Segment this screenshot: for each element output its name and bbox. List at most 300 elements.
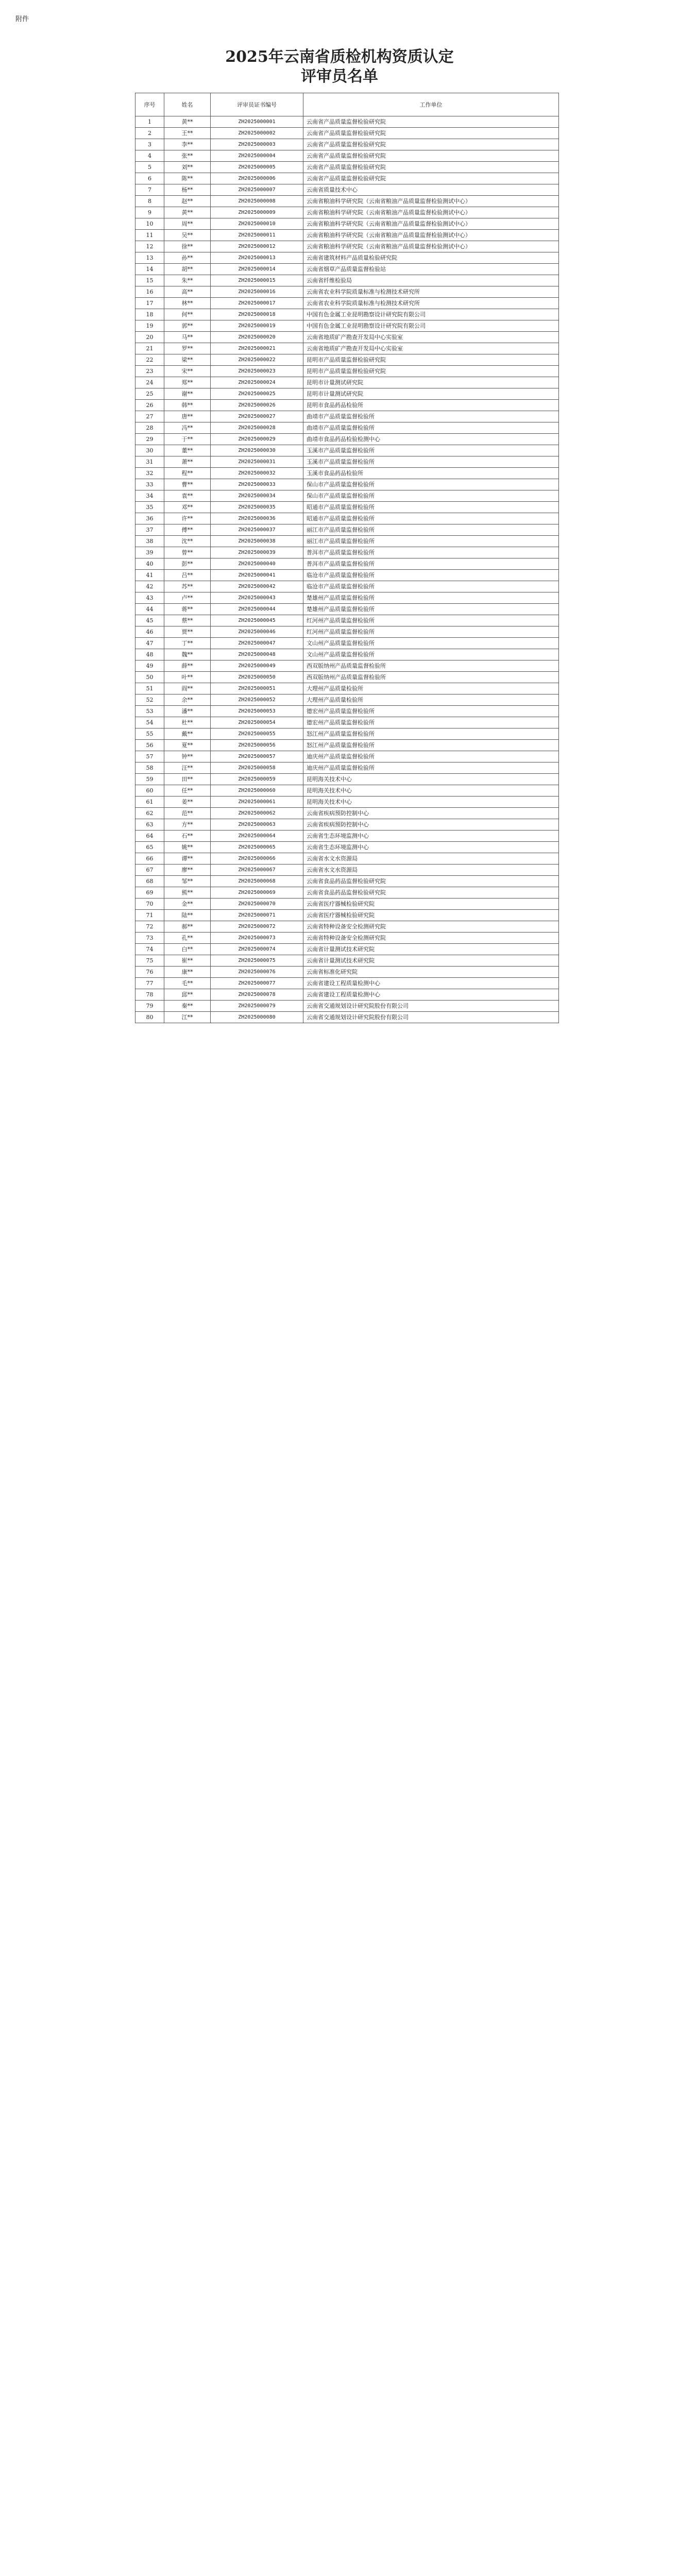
row-work-unit: 临沧市产品质量监督检验所 <box>303 581 559 592</box>
table-row <box>135 286 559 298</box>
row-name: 范** <box>164 808 211 819</box>
row-name: 钟** <box>164 751 211 762</box>
row-name: 李** <box>164 139 211 150</box>
row-name: 叶** <box>164 672 211 683</box>
row-index: 27 <box>135 411 164 422</box>
row-work-unit: 云南省产品质量监督检验研究院 <box>303 116 559 128</box>
row-index: 70 <box>135 899 164 910</box>
document-title <box>0 47 679 87</box>
row-name: 戴** <box>164 728 211 740</box>
row-name: 丁** <box>164 638 211 649</box>
row-name: 邹** <box>164 876 211 887</box>
table-row <box>135 1012 559 1023</box>
row-work-unit: 昆明海关技术中心 <box>303 774 559 785</box>
row-name: 曾** <box>164 547 211 558</box>
row-name: 宋** <box>164 366 211 377</box>
table-row <box>135 706 559 717</box>
table-row <box>135 162 559 173</box>
table-row <box>135 139 559 150</box>
row-cert-number: ZH2025000007 <box>211 184 303 196</box>
row-name: 唐** <box>164 411 211 422</box>
row-name: 徐** <box>164 241 211 252</box>
table-row <box>135 411 559 422</box>
row-index: 34 <box>135 490 164 502</box>
row-work-unit: 云南省产品质量监督检验研究院 <box>303 150 559 162</box>
table-row <box>135 264 559 275</box>
table-row <box>135 762 559 774</box>
row-work-unit: 云南省交通规划设计研究院股份有限公司 <box>303 1012 559 1023</box>
row-work-unit: 云南省水文水资源局 <box>303 865 559 876</box>
table-row <box>135 638 559 649</box>
table-row <box>135 456 559 468</box>
row-work-unit: 怒江州产品质量监督检验所 <box>303 728 559 740</box>
row-name: 吕** <box>164 570 211 581</box>
row-work-unit: 云南省建筑材料产品质量检验研究院 <box>303 252 559 264</box>
row-name: 任** <box>164 785 211 796</box>
row-cert-number: ZH2025000070 <box>211 899 303 910</box>
row-cert-number: ZH2025000024 <box>211 377 303 388</box>
row-index: 61 <box>135 796 164 808</box>
row-work-unit: 云南省计量测试技术研究院 <box>303 944 559 955</box>
row-cert-number: ZH2025000040 <box>211 558 303 570</box>
table-row <box>135 751 559 762</box>
table-row <box>135 660 559 672</box>
row-cert-number: ZH2025000068 <box>211 876 303 887</box>
table-row <box>135 796 559 808</box>
header-cert-number: 评审员证书编号 <box>211 93 303 116</box>
row-name: 朱** <box>164 275 211 286</box>
row-work-unit: 楚雄州产品质量监督检验所 <box>303 604 559 615</box>
row-index: 12 <box>135 241 164 252</box>
row-index: 62 <box>135 808 164 819</box>
row-work-unit: 昆明海关技术中心 <box>303 796 559 808</box>
row-work-unit: 云南省质量技术中心 <box>303 184 559 196</box>
row-name: 赵** <box>164 196 211 207</box>
row-name: 郑** <box>164 377 211 388</box>
row-index: 58 <box>135 762 164 774</box>
row-index: 42 <box>135 581 164 592</box>
row-cert-number: ZH2025000061 <box>211 796 303 808</box>
row-name: 潘** <box>164 706 211 717</box>
row-cert-number: ZH2025000042 <box>211 581 303 592</box>
row-cert-number: ZH2025000012 <box>211 241 303 252</box>
row-name: 苏** <box>164 581 211 592</box>
table-row <box>135 899 559 910</box>
row-name: 江** <box>164 1012 211 1023</box>
row-name: 金** <box>164 899 211 910</box>
table-row <box>135 774 559 785</box>
row-name: 吴** <box>164 230 211 241</box>
row-work-unit: 云南省食品药品监督检验研究院 <box>303 876 559 887</box>
table-row <box>135 570 559 581</box>
row-name: 薛** <box>164 660 211 672</box>
row-index: 37 <box>135 524 164 536</box>
row-name: 陆** <box>164 910 211 921</box>
row-name: 程** <box>164 468 211 479</box>
row-work-unit: 云南省农业科学院质量标准与检测技术研究所 <box>303 286 559 298</box>
row-name: 韩** <box>164 400 211 411</box>
table-row <box>135 876 559 887</box>
row-name: 姜** <box>164 796 211 808</box>
table-row <box>135 468 559 479</box>
row-work-unit: 丽江市产品质量监督检验所 <box>303 524 559 536</box>
row-work-unit: 曲靖市食品药品检验检测中心 <box>303 434 559 445</box>
row-work-unit: 保山市产品质量监督检验所 <box>303 479 559 490</box>
header-name: 姓名 <box>164 93 211 116</box>
row-cert-number: ZH2025000046 <box>211 626 303 638</box>
row-work-unit: 昭通市产品质量监督检验所 <box>303 502 559 513</box>
row-index: 30 <box>135 445 164 456</box>
row-cert-number: ZH2025000028 <box>211 422 303 434</box>
table-row <box>135 808 559 819</box>
table-row <box>135 332 559 343</box>
table-row <box>135 218 559 230</box>
row-cert-number: ZH2025000043 <box>211 592 303 604</box>
row-name: 陈** <box>164 173 211 184</box>
table-row <box>135 558 559 570</box>
row-name: 张** <box>164 150 211 162</box>
table-row <box>135 479 559 490</box>
table-row <box>135 116 559 128</box>
table-row <box>135 989 559 1001</box>
row-cert-number: ZH2025000065 <box>211 842 303 853</box>
table-row <box>135 910 559 921</box>
row-cert-number: ZH2025000031 <box>211 456 303 468</box>
row-index: 44 <box>135 604 164 615</box>
row-name: 黄** <box>164 207 211 218</box>
table-row <box>135 933 559 944</box>
table-row <box>135 694 559 706</box>
row-work-unit: 保山市产品质量监督检验所 <box>303 490 559 502</box>
row-cert-number: ZH2025000052 <box>211 694 303 706</box>
row-cert-number: ZH2025000006 <box>211 173 303 184</box>
row-name: 黄** <box>164 116 211 128</box>
row-work-unit: 昭通市产品质量监督检验所 <box>303 513 559 524</box>
table-row <box>135 649 559 660</box>
row-index: 2 <box>135 128 164 139</box>
row-index: 39 <box>135 547 164 558</box>
table-row <box>135 150 559 162</box>
row-name: 王** <box>164 128 211 139</box>
row-name: 梁** <box>164 354 211 366</box>
row-work-unit: 西双版纳州产品质量监督检验所 <box>303 672 559 683</box>
row-cert-number: ZH2025000018 <box>211 309 303 320</box>
table-row <box>135 354 559 366</box>
row-cert-number: ZH2025000002 <box>211 128 303 139</box>
table-row <box>135 434 559 445</box>
attachment-label: 附件 <box>15 15 29 23</box>
roster-body <box>135 116 559 1023</box>
table-row <box>135 683 559 694</box>
row-work-unit: 云南省交通规划设计研究院股份有限公司 <box>303 1001 559 1012</box>
row-index: 31 <box>135 456 164 468</box>
row-cert-number: ZH2025000077 <box>211 978 303 989</box>
row-work-unit: 西双版纳州产品质量监督检验所 <box>303 660 559 672</box>
row-index: 9 <box>135 207 164 218</box>
row-cert-number: ZH2025000038 <box>211 536 303 547</box>
row-name: 胡** <box>164 264 211 275</box>
row-work-unit: 昆明海关技术中心 <box>303 785 559 796</box>
row-index: 26 <box>135 400 164 411</box>
table-row <box>135 230 559 241</box>
table-row <box>135 728 559 740</box>
row-work-unit: 昆明市食品药品检验所 <box>303 400 559 411</box>
header-index: 序号 <box>135 93 164 116</box>
row-name: 郝** <box>164 921 211 933</box>
table-row <box>135 445 559 456</box>
row-index: 78 <box>135 989 164 1001</box>
row-cert-number: ZH2025000051 <box>211 683 303 694</box>
row-cert-number: ZH2025000062 <box>211 808 303 819</box>
row-index: 16 <box>135 286 164 298</box>
row-name: 杨** <box>164 184 211 196</box>
row-index: 65 <box>135 842 164 853</box>
row-index: 43 <box>135 592 164 604</box>
table-row <box>135 241 559 252</box>
row-cert-number: ZH2025000054 <box>211 717 303 728</box>
row-name: 谭** <box>164 853 211 865</box>
row-index: 1 <box>135 116 164 128</box>
row-index: 45 <box>135 615 164 626</box>
row-work-unit: 曲靖市产品质量监督检验所 <box>303 422 559 434</box>
table-row <box>135 196 559 207</box>
row-cert-number: ZH2025000022 <box>211 354 303 366</box>
row-work-unit: 云南省农业科学院质量标准与检测技术研究所 <box>303 298 559 309</box>
row-cert-number: ZH2025000041 <box>211 570 303 581</box>
table-row <box>135 672 559 683</box>
row-name: 康** <box>164 967 211 978</box>
row-cert-number: ZH2025000023 <box>211 366 303 377</box>
row-work-unit: 昆明市产品质量监督检验研究院 <box>303 354 559 366</box>
row-index: 56 <box>135 740 164 751</box>
row-name: 蒋** <box>164 604 211 615</box>
title-line-2: 评审员名单 <box>301 67 378 86</box>
table-row <box>135 626 559 638</box>
row-name: 卢** <box>164 592 211 604</box>
row-name: 汪** <box>164 762 211 774</box>
row-cert-number: ZH2025000015 <box>211 275 303 286</box>
table-row <box>135 831 559 842</box>
row-name: 董** <box>164 445 211 456</box>
row-work-unit: 玉溪市产品质量监督检验所 <box>303 456 559 468</box>
table-row <box>135 581 559 592</box>
row-cert-number: ZH2025000071 <box>211 910 303 921</box>
row-work-unit: 丽江市产品质量监督检验所 <box>303 536 559 547</box>
row-cert-number: ZH2025000020 <box>211 332 303 343</box>
row-cert-number: ZH2025000057 <box>211 751 303 762</box>
row-index: 25 <box>135 388 164 400</box>
row-cert-number: ZH2025000030 <box>211 445 303 456</box>
row-index: 54 <box>135 717 164 728</box>
row-work-unit: 德宏州产品质量监督检验所 <box>303 706 559 717</box>
row-index: 36 <box>135 513 164 524</box>
row-index: 51 <box>135 683 164 694</box>
row-name: 何** <box>164 309 211 320</box>
row-index: 77 <box>135 978 164 989</box>
row-index: 13 <box>135 252 164 264</box>
row-index: 18 <box>135 309 164 320</box>
table-row <box>135 366 559 377</box>
row-name: 魏** <box>164 649 211 660</box>
row-cert-number: ZH2025000056 <box>211 740 303 751</box>
row-work-unit: 昆明市计量测试研究院 <box>303 377 559 388</box>
row-cert-number: ZH2025000060 <box>211 785 303 796</box>
row-cert-number: ZH2025000021 <box>211 343 303 354</box>
row-index: 40 <box>135 558 164 570</box>
row-cert-number: ZH2025000001 <box>211 116 303 128</box>
table-row <box>135 298 559 309</box>
row-cert-number: ZH2025000074 <box>211 944 303 955</box>
row-name: 周** <box>164 218 211 230</box>
row-work-unit: 云南省纤维检验局 <box>303 275 559 286</box>
row-name: 萧** <box>164 456 211 468</box>
row-work-unit: 文山州产品质量监督检验所 <box>303 638 559 649</box>
table-row <box>135 853 559 865</box>
table-row <box>135 422 559 434</box>
table-row <box>135 388 559 400</box>
row-name: 孙** <box>164 252 211 264</box>
row-work-unit: 云南省医疗器械检验研究院 <box>303 899 559 910</box>
row-work-unit: 云南省疾病预防控制中心 <box>303 808 559 819</box>
row-index: 3 <box>135 139 164 150</box>
row-cert-number: ZH2025000034 <box>211 490 303 502</box>
row-cert-number: ZH2025000066 <box>211 853 303 865</box>
row-index: 59 <box>135 774 164 785</box>
row-name: 彭** <box>164 558 211 570</box>
row-work-unit: 怒江州产品质量监督检验所 <box>303 740 559 751</box>
row-index: 75 <box>135 955 164 967</box>
row-cert-number: ZH2025000047 <box>211 638 303 649</box>
row-cert-number: ZH2025000050 <box>211 672 303 683</box>
table-row <box>135 887 559 899</box>
row-name: 蔡** <box>164 615 211 626</box>
row-index: 57 <box>135 751 164 762</box>
row-cert-number: ZH2025000013 <box>211 252 303 264</box>
row-cert-number: ZH2025000044 <box>211 604 303 615</box>
row-work-unit: 玉溪市食品药品检验所 <box>303 468 559 479</box>
row-index: 22 <box>135 354 164 366</box>
row-name: 熊** <box>164 887 211 899</box>
row-cert-number: ZH2025000004 <box>211 150 303 162</box>
row-work-unit: 曲靖市产品质量监督检验所 <box>303 411 559 422</box>
row-index: 69 <box>135 887 164 899</box>
row-cert-number: ZH2025000053 <box>211 706 303 717</box>
row-work-unit: 云南省烟草产品质量监督检验站 <box>303 264 559 275</box>
table-row <box>135 252 559 264</box>
row-index: 5 <box>135 162 164 173</box>
row-index: 7 <box>135 184 164 196</box>
row-cert-number: ZH2025000039 <box>211 547 303 558</box>
table-row <box>135 309 559 320</box>
row-name: 邓** <box>164 502 211 513</box>
row-index: 8 <box>135 196 164 207</box>
row-index: 29 <box>135 434 164 445</box>
row-index: 63 <box>135 819 164 831</box>
row-work-unit: 临沧市产品质量监督检验所 <box>303 570 559 581</box>
row-cert-number: ZH2025000072 <box>211 921 303 933</box>
row-index: 80 <box>135 1012 164 1023</box>
row-work-unit: 云南省水文水资源局 <box>303 853 559 865</box>
row-index: 60 <box>135 785 164 796</box>
table-row <box>135 400 559 411</box>
row-work-unit: 大理州产品质量检验所 <box>303 694 559 706</box>
row-cert-number: ZH2025000011 <box>211 230 303 241</box>
table-row <box>135 320 559 332</box>
row-name: 田** <box>164 774 211 785</box>
table-row <box>135 275 559 286</box>
row-index: 49 <box>135 660 164 672</box>
row-work-unit: 云南省标准化研究院 <box>303 967 559 978</box>
row-index: 64 <box>135 831 164 842</box>
table-row <box>135 377 559 388</box>
row-work-unit: 楚雄州产品质量监督检验所 <box>303 592 559 604</box>
row-cert-number: ZH2025000045 <box>211 615 303 626</box>
row-work-unit: 云南省食品药品监督检验研究院 <box>303 887 559 899</box>
row-index: 73 <box>135 933 164 944</box>
table-row <box>135 1001 559 1012</box>
row-index: 19 <box>135 320 164 332</box>
row-index: 6 <box>135 173 164 184</box>
row-name: 林** <box>164 298 211 309</box>
row-index: 11 <box>135 230 164 241</box>
table-row <box>135 785 559 796</box>
row-cert-number: ZH2025000008 <box>211 196 303 207</box>
row-cert-number: ZH2025000029 <box>211 434 303 445</box>
row-work-unit: 云南省产品质量监督检验研究院 <box>303 128 559 139</box>
row-work-unit: 昆明市产品质量监督检验研究院 <box>303 366 559 377</box>
row-name: 曹** <box>164 479 211 490</box>
row-name: 袁** <box>164 490 211 502</box>
row-cert-number: ZH2025000049 <box>211 660 303 672</box>
row-index: 24 <box>135 377 164 388</box>
row-index: 10 <box>135 218 164 230</box>
title-line-1: 2025年云南省质检机构资质认定 <box>225 48 454 66</box>
table-row <box>135 842 559 853</box>
row-name: 白** <box>164 944 211 955</box>
row-work-unit: 文山州产品质量监督检验所 <box>303 649 559 660</box>
row-cert-number: ZH2025000080 <box>211 1012 303 1023</box>
row-cert-number: ZH2025000025 <box>211 388 303 400</box>
table-row <box>135 967 559 978</box>
row-work-unit: 云南省建设工程质量检测中心 <box>303 989 559 1001</box>
row-cert-number: ZH2025000009 <box>211 207 303 218</box>
row-work-unit: 云南省地质矿产勘查开发局中心实验室 <box>303 332 559 343</box>
table-header-row <box>135 93 559 116</box>
table-row <box>135 173 559 184</box>
row-work-unit: 玉溪市产品质量监督检验所 <box>303 445 559 456</box>
row-index: 68 <box>135 876 164 887</box>
row-cert-number: ZH2025000048 <box>211 649 303 660</box>
row-cert-number: ZH2025000027 <box>211 411 303 422</box>
row-cert-number: ZH2025000019 <box>211 320 303 332</box>
row-name: 刘** <box>164 162 211 173</box>
table-row <box>135 944 559 955</box>
row-work-unit: 普洱市产品质量监督检验所 <box>303 547 559 558</box>
table-row <box>135 978 559 989</box>
row-index: 23 <box>135 366 164 377</box>
row-work-unit: 云南省生态环境监测中心 <box>303 831 559 842</box>
row-name: 廖** <box>164 865 211 876</box>
table-row <box>135 955 559 967</box>
row-work-unit: 云南省粮油科学研究院（云南省粮油产品质量监督检验测试中心） <box>303 207 559 218</box>
row-name: 方** <box>164 819 211 831</box>
table-row <box>135 490 559 502</box>
row-name: 姚** <box>164 842 211 853</box>
row-index: 66 <box>135 853 164 865</box>
row-work-unit: 云南省建设工程质量检测中心 <box>303 978 559 989</box>
row-index: 32 <box>135 468 164 479</box>
row-cert-number: ZH2025000059 <box>211 774 303 785</box>
